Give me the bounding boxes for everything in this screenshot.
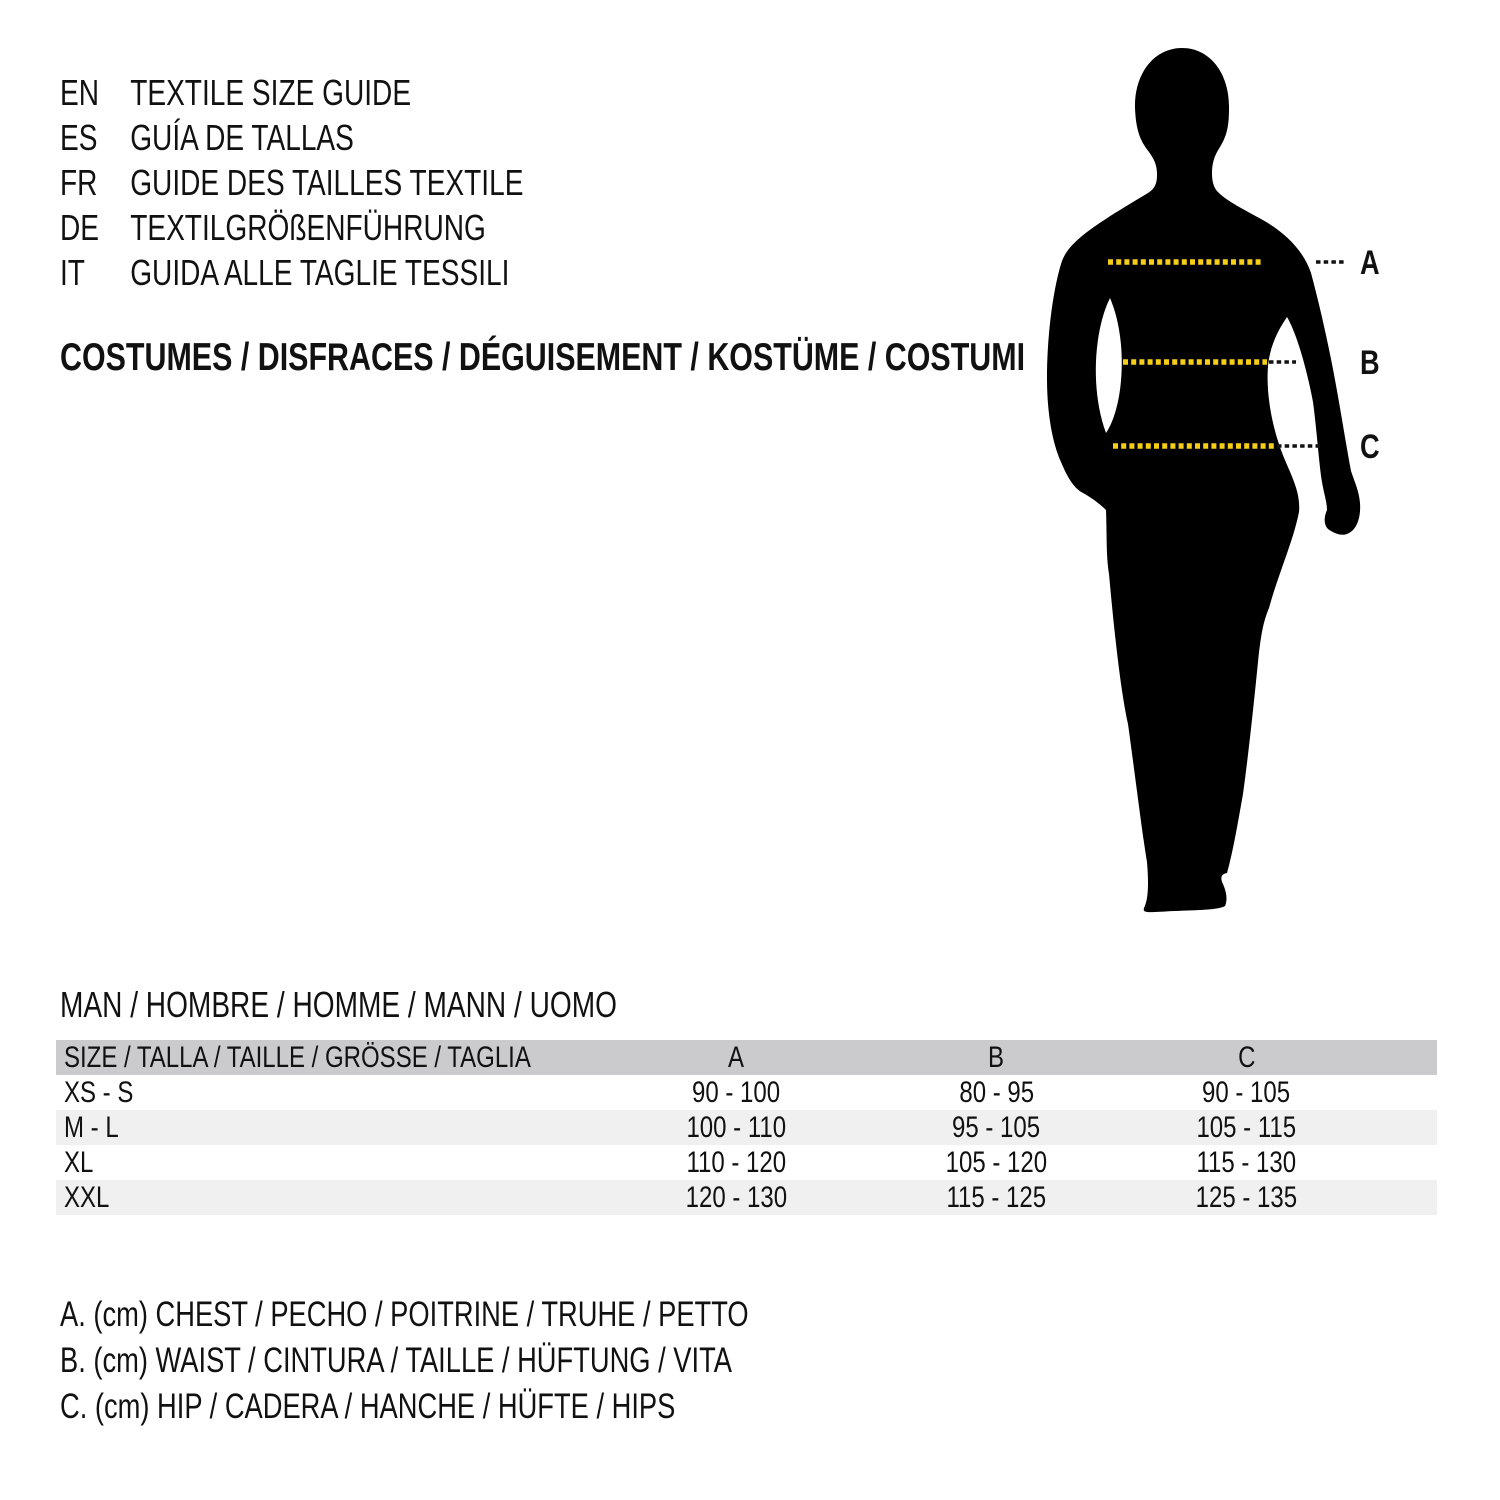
language-label: GUÍA DE TALLAS xyxy=(130,116,354,158)
measure-label-c: C xyxy=(1360,427,1380,466)
table-header-row xyxy=(56,1040,1437,1075)
waist-cell: 105 - 120 xyxy=(945,1145,1048,1179)
legend-hip: C. (cm) HIP / CADERA / HANCHE / HÜFTE / HIPS xyxy=(60,1387,676,1426)
hip-cell: 105 - 115 xyxy=(1196,1110,1297,1144)
man-silhouette xyxy=(1047,48,1360,912)
measure-legend xyxy=(60,1292,749,1430)
chest-cell: 100 - 110 xyxy=(686,1110,787,1144)
hip-cell: 90 - 105 xyxy=(1202,1075,1291,1109)
category-line: COSTUMES / DISFRACES / DÉGUISEMENT / KOSTÜME / COSTUMI xyxy=(60,336,1026,379)
section-title: MAN / HOMBRE / HOMME / MANN / UOMO xyxy=(60,984,617,1025)
column-header-b: B xyxy=(988,1040,1005,1074)
column-header-c: C xyxy=(1237,1040,1256,1074)
column-header-size: SIZE / TALLA / TAILLE / GRÖSSE / TAGLIA xyxy=(64,1040,531,1074)
chest-cell: 90 - 100 xyxy=(692,1075,781,1109)
table-row xyxy=(56,1075,1437,1110)
legend-chest: A. (cm) CHEST / PECHO / POITRINE / TRUHE / PETTO xyxy=(60,1295,749,1334)
language-title-list xyxy=(60,70,523,295)
language-label: TEXTILGRÖßENFÜHRUNG xyxy=(130,206,486,248)
waist-cell: 95 - 105 xyxy=(952,1110,1041,1144)
waist-cell: 80 - 95 xyxy=(959,1075,1034,1109)
language-code: IT xyxy=(60,251,85,293)
table-row xyxy=(56,1110,1437,1145)
man-silhouette-figure xyxy=(1030,40,1390,950)
size-table xyxy=(56,1040,1437,1215)
measure-label-a: A xyxy=(1360,243,1380,282)
hip-cell: 125 - 135 xyxy=(1195,1180,1298,1214)
language-row-es xyxy=(60,115,523,160)
language-code: ES xyxy=(60,116,98,158)
legend-waist: B. (cm) WAIST / CINTURA / TAILLE / HÜFTUNG / VITA xyxy=(60,1341,732,1380)
size-cell: XS - S xyxy=(64,1075,134,1109)
measure-label-b: B xyxy=(1360,343,1380,382)
language-label: TEXTILE SIZE GUIDE xyxy=(130,71,412,113)
language-code: DE xyxy=(60,206,100,248)
table-row xyxy=(56,1180,1437,1215)
column-header-a: A xyxy=(728,1040,745,1074)
language-row-en xyxy=(60,70,523,115)
chest-cell: 120 - 130 xyxy=(685,1180,788,1214)
language-label: GUIDE DES TAILLES TEXTILE xyxy=(130,161,524,203)
size-cell: M - L xyxy=(64,1110,119,1144)
language-code: EN xyxy=(60,71,100,113)
language-code: FR xyxy=(60,161,98,203)
chest-cell: 110 - 120 xyxy=(686,1145,787,1179)
language-label: GUIDA ALLE TAGLIE TESSILI xyxy=(130,251,510,293)
waist-cell: 115 - 125 xyxy=(946,1180,1047,1214)
size-cell: XXL xyxy=(64,1180,110,1214)
language-row-it xyxy=(60,250,523,295)
language-row-fr xyxy=(60,160,523,205)
language-row-de xyxy=(60,205,523,250)
size-cell: XL xyxy=(64,1145,94,1179)
hip-cell: 115 - 130 xyxy=(1196,1145,1297,1179)
table-row xyxy=(56,1145,1437,1180)
